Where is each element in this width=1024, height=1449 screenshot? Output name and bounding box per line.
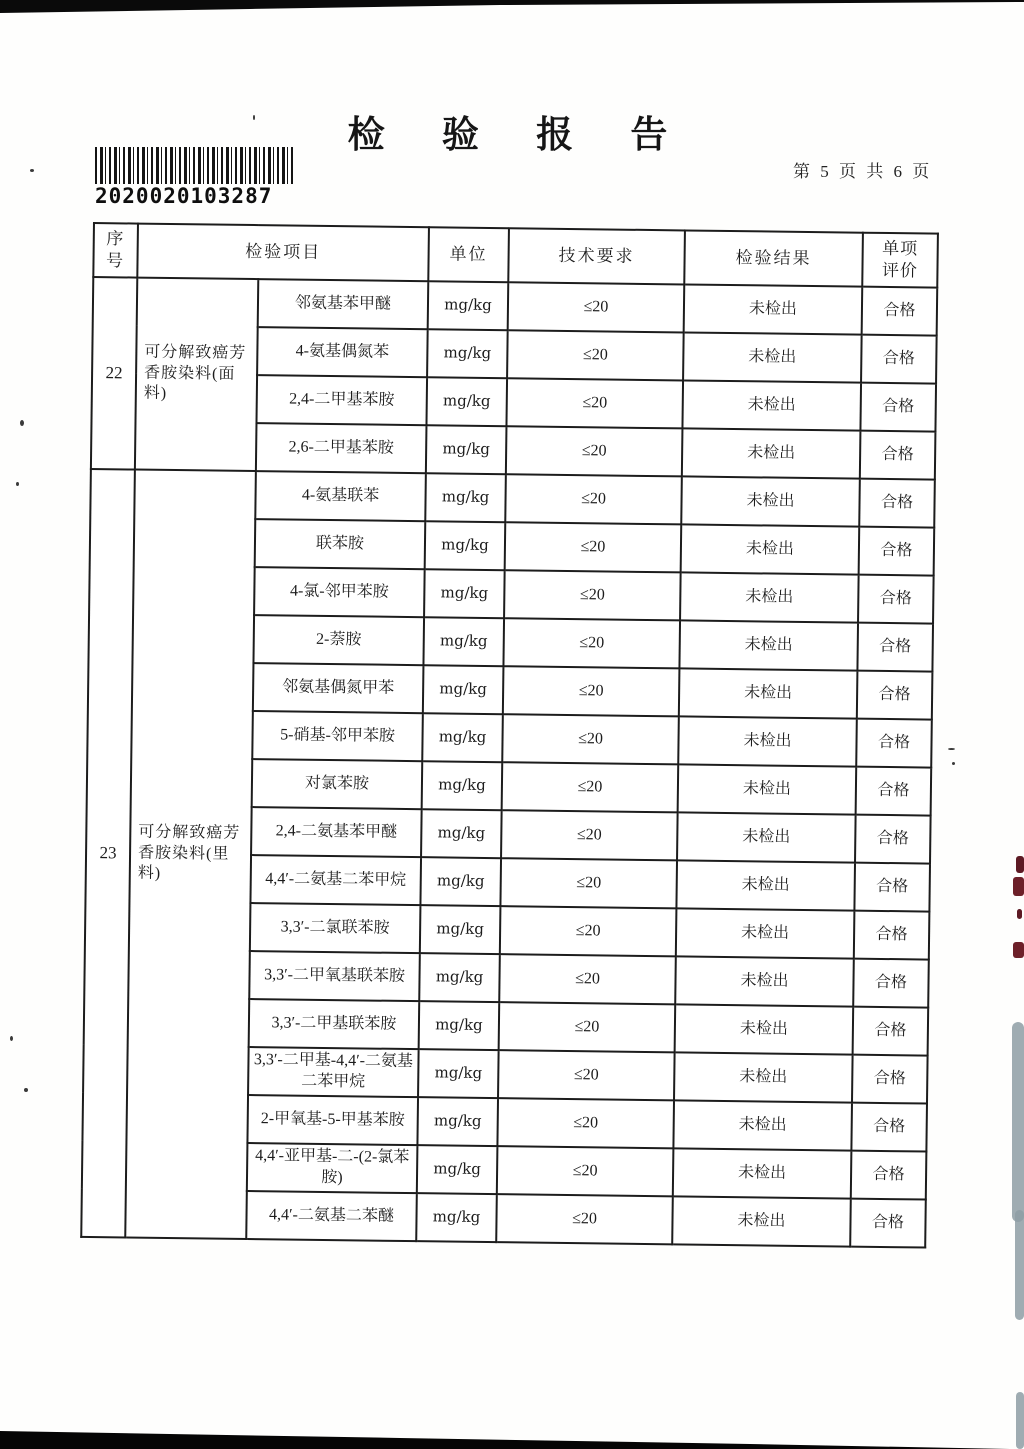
- evaluation-cell: 合格: [859, 479, 935, 528]
- table-row: [93, 277, 938, 336]
- unit-cell: mg/kg: [422, 713, 503, 762]
- item-name-cell: 2,4-二甲基苯胺: [256, 375, 427, 425]
- barcode-bars: [95, 147, 293, 184]
- evaluation-cell: 合格: [853, 959, 929, 1008]
- requirement-cell: ≤20: [497, 1098, 674, 1148]
- item-name-cell: 2-甲氧基-5-甲基苯胺: [247, 1095, 418, 1145]
- requirement-cell: ≤20: [503, 618, 680, 668]
- result-cell: 未检出: [675, 1004, 854, 1054]
- scan-speck: [952, 762, 955, 765]
- group-name-cell: 可分解致癌芳香胺染料(面料): [135, 278, 258, 472]
- scan-speck: [30, 169, 34, 172]
- unit-cell: mg/kg: [418, 1049, 499, 1098]
- scan-smudge-right: [1012, 1022, 1024, 1222]
- requirement-cell: ≤20: [505, 474, 682, 524]
- result-cell: 未检出: [681, 476, 860, 526]
- item-name-cell: 4,4′-亚甲基-二-(2-氯苯胺): [247, 1143, 418, 1193]
- result-cell: 未检出: [683, 332, 862, 382]
- requirement-cell: ≤20: [507, 330, 684, 380]
- result-cell: 未检出: [673, 1148, 852, 1198]
- requirement-cell: ≤20: [503, 666, 680, 716]
- red-stamp-edge-mark: [1013, 877, 1024, 896]
- result-cell: 未检出: [682, 428, 861, 478]
- col-header-unit: 单位: [428, 227, 509, 282]
- unit-cell: mg/kg: [428, 281, 509, 330]
- requirement-cell: ≤20: [504, 570, 681, 620]
- item-name-cell: 4,4′-二氨基二苯醚: [246, 1191, 417, 1241]
- report-table: [80, 222, 939, 1249]
- row-number-cell: 22: [91, 277, 137, 470]
- scan-artifact-bottom-edge: [0, 1428, 1024, 1449]
- result-cell: 未检出: [673, 1100, 852, 1150]
- unit-cell: mg/kg: [420, 857, 501, 906]
- col-header-requirement: 技术要求: [508, 228, 685, 284]
- requirement-cell: ≤20: [505, 522, 682, 572]
- evaluation-cell: 合格: [859, 527, 935, 576]
- item-name-cell: 邻氨基苯甲醚: [258, 279, 429, 329]
- evaluation-cell: 合格: [858, 575, 934, 624]
- item-name-cell: 2-萘胺: [253, 615, 424, 665]
- result-cell: 未检出: [681, 524, 860, 574]
- requirement-cell: ≤20: [502, 762, 679, 812]
- result-cell: 未检出: [679, 620, 858, 670]
- evaluation-cell: 合格: [857, 623, 933, 672]
- unit-cell: mg/kg: [427, 329, 508, 378]
- page-number: 第 5 页 共 6 页: [793, 162, 933, 181]
- requirement-cell: ≤20: [499, 954, 676, 1004]
- item-name-cell: 2,4-二氨基苯甲醚: [251, 807, 422, 857]
- item-name-cell: 3,3′-二甲基联苯胺: [249, 999, 420, 1049]
- group-name-cell: 可分解致癌芳香胺染料(里料): [125, 470, 256, 1239]
- scan-speck: [20, 420, 24, 426]
- requirement-cell: ≤20: [499, 1002, 676, 1052]
- unit-cell: mg/kg: [417, 1145, 498, 1194]
- requirement-cell: ≤20: [508, 282, 685, 332]
- row-number-cell: 23: [81, 469, 135, 1237]
- item-name-cell: 2,6-二甲基苯胺: [256, 423, 427, 473]
- requirement-cell: ≤20: [497, 1146, 674, 1196]
- scan-speck: [16, 482, 19, 486]
- unit-cell: mg/kg: [416, 1193, 497, 1242]
- col-header-result: 检验结果: [684, 230, 863, 286]
- evaluation-cell: 合格: [860, 383, 936, 432]
- requirement-cell: ≤20: [506, 378, 683, 428]
- item-name-cell: 5-硝基-邻甲苯胺: [252, 711, 423, 761]
- item-name-cell: 对氯苯胺: [252, 759, 423, 809]
- scan-smudge-right: [1016, 1392, 1024, 1449]
- barcode: [95, 147, 295, 208]
- evaluation-cell: 合格: [856, 719, 932, 768]
- result-cell: 未检出: [675, 956, 854, 1006]
- unit-cell: mg/kg: [419, 953, 500, 1002]
- unit-cell: mg/kg: [423, 617, 504, 666]
- evaluation-cell: 合格: [854, 911, 930, 960]
- result-cell: 未检出: [678, 764, 857, 814]
- evaluation-cell: 合格: [862, 287, 938, 336]
- requirement-cell: ≤20: [506, 426, 683, 476]
- col-header-no: 序号: [93, 223, 138, 278]
- result-cell: 未检出: [679, 668, 858, 718]
- col-header-item: 检验项目: [137, 224, 429, 282]
- unit-cell: mg/kg: [426, 425, 507, 474]
- report-title: 检 验 报 告: [347, 115, 677, 156]
- result-cell: 未检出: [672, 1196, 851, 1246]
- scan-speck: [10, 1036, 13, 1041]
- item-name-cell: 4,4′-二氨基二苯甲烷: [250, 855, 421, 905]
- requirement-cell: ≤20: [498, 1050, 675, 1100]
- result-cell: 未检出: [680, 572, 859, 622]
- evaluation-cell: 合格: [860, 431, 936, 480]
- unit-cell: mg/kg: [423, 665, 504, 714]
- scan-speck: [24, 1088, 28, 1092]
- barcode-number: 2020020103287: [95, 184, 273, 208]
- requirement-cell: ≤20: [500, 906, 677, 956]
- unit-cell: mg/kg: [425, 473, 506, 522]
- evaluation-cell: 合格: [856, 767, 932, 816]
- scan-artifact-top-edge: [0, 0, 1024, 16]
- unit-cell: mg/kg: [426, 377, 507, 426]
- requirement-cell: ≤20: [501, 810, 678, 860]
- unit-cell: mg/kg: [425, 521, 506, 570]
- evaluation-cell: 合格: [851, 1103, 927, 1152]
- red-stamp-edge-mark: [1016, 856, 1024, 873]
- result-cell: 未检出: [676, 860, 855, 910]
- scan-smudge-right: [1015, 1210, 1024, 1320]
- evaluation-cell: 合格: [850, 1199, 926, 1248]
- col-header-evaluation: 单项评价: [862, 233, 938, 288]
- item-name-cell: 4-氨基联苯: [255, 471, 426, 521]
- requirement-cell: ≤20: [502, 714, 679, 764]
- result-cell: 未检出: [678, 716, 857, 766]
- requirement-cell: ≤20: [496, 1194, 673, 1244]
- unit-cell: mg/kg: [422, 761, 503, 810]
- result-cell: 未检出: [677, 812, 856, 862]
- result-cell: 未检出: [674, 1052, 853, 1102]
- item-name-cell: 4-氯-邻甲苯胺: [254, 567, 425, 617]
- report-table-body: [81, 277, 937, 1248]
- evaluation-cell: 合格: [851, 1151, 927, 1200]
- evaluation-cell: 合格: [861, 335, 937, 384]
- scan-speck: [948, 748, 955, 750]
- item-name-cell: 联苯胺: [255, 519, 426, 569]
- result-cell: 未检出: [682, 380, 861, 430]
- report-table-wrap: [80, 222, 939, 1249]
- item-name-cell: 3,3′-二甲基-4,4′-二氨基二苯甲烷: [248, 1047, 419, 1097]
- result-cell: 未检出: [676, 908, 855, 958]
- evaluation-cell: 合格: [853, 1007, 929, 1056]
- evaluation-cell: 合格: [855, 815, 931, 864]
- item-name-cell: 邻氨基偶氮甲苯: [253, 663, 424, 713]
- evaluation-cell: 合格: [852, 1055, 928, 1104]
- item-name-cell: 3,3′-二甲氧基联苯胺: [249, 951, 420, 1001]
- table-row: [90, 469, 935, 528]
- evaluation-cell: 合格: [854, 863, 930, 912]
- evaluation-cell: 合格: [857, 671, 933, 720]
- red-stamp-edge-mark: [1013, 942, 1024, 958]
- unit-cell: mg/kg: [417, 1097, 498, 1146]
- red-stamp-edge-mark: [1017, 909, 1022, 919]
- unit-cell: mg/kg: [424, 569, 505, 618]
- item-name-cell: 4-氨基偶氮苯: [257, 327, 428, 377]
- item-name-cell: 3,3′-二氯联苯胺: [250, 903, 421, 953]
- unit-cell: mg/kg: [419, 1001, 500, 1050]
- result-cell: 未检出: [684, 284, 863, 334]
- unit-cell: mg/kg: [421, 809, 502, 858]
- requirement-cell: ≤20: [500, 858, 677, 908]
- unit-cell: mg/kg: [420, 905, 501, 954]
